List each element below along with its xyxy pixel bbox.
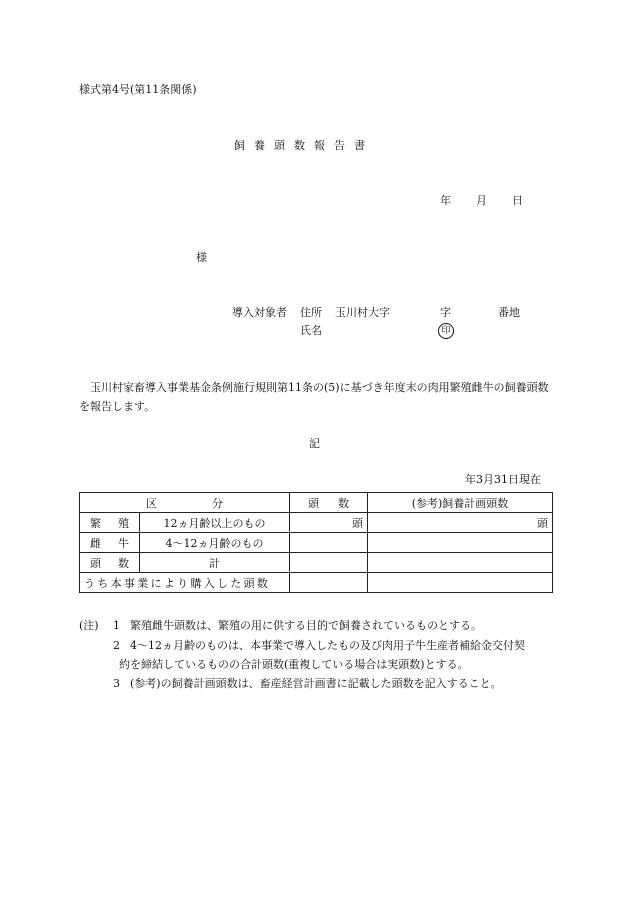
header-tosu-a: 頭 bbox=[308, 496, 319, 510]
date-month-label: 月 bbox=[476, 194, 487, 207]
hanshoku-a: 繁 bbox=[90, 516, 101, 530]
row-meushi-label bbox=[80, 533, 140, 553]
body-text: 玉川村家畜導入事業基金条例施行規則第11条の(5)に基づき年度末の肉用繁殖雌牛の飼養頭数を報告します。 bbox=[79, 381, 549, 413]
table-row-total bbox=[80, 553, 553, 573]
note-1-num: 1 bbox=[113, 619, 120, 632]
date-day-label: 日 bbox=[512, 194, 523, 207]
banchi-label: 番地 bbox=[498, 306, 520, 319]
row-hanshoku-unit: 頭 bbox=[290, 513, 368, 533]
row-total-plan-cell bbox=[368, 553, 553, 573]
table-row-meushi bbox=[80, 533, 553, 553]
seal-mark: 印 bbox=[438, 323, 454, 339]
table-header-row bbox=[80, 493, 553, 513]
row-total-kei: 計 bbox=[140, 553, 290, 573]
note-2-text-cont: 約を締結しているものの合計頭数(重複している場合は実頭数)とする。 bbox=[119, 658, 469, 671]
row-hanshoku-cond: 12ヵ月齢以上のもの bbox=[140, 513, 290, 533]
note-1-text: 繁殖雌牛頭数は、繁殖の用に供する目的で飼養されているものとする。 bbox=[130, 619, 482, 632]
body-paragraph bbox=[79, 378, 557, 416]
row-meushi-cond: 4〜12ヵ月齢のもの bbox=[140, 533, 290, 553]
applicant-label: 導入対象者 bbox=[232, 306, 287, 319]
row-hanshoku-plan-unit: 頭 bbox=[368, 513, 553, 533]
total-b: 数 bbox=[118, 556, 129, 570]
header-kubun-b: 分 bbox=[212, 496, 223, 510]
row-purchased-tosu-cell bbox=[290, 573, 368, 593]
header-tosu bbox=[290, 493, 368, 513]
table-row-purchased bbox=[80, 573, 553, 593]
total-a: 頭 bbox=[90, 556, 101, 570]
livestock-count-table bbox=[79, 492, 553, 593]
document-title: 飼養頭数報告書 bbox=[234, 139, 374, 152]
row-purchased-label: うち本事業により購入した頭数 bbox=[80, 573, 290, 593]
date-year-label: 年 bbox=[440, 194, 451, 207]
notes-prefix: (注) bbox=[79, 619, 99, 632]
note-3-text: (参考)の飼養計画頭数は、畜産経営計画書に記載した頭数を記入すること。 bbox=[130, 677, 502, 690]
row-meushi-plan-cell bbox=[368, 533, 553, 553]
row-meushi-tosu-cell bbox=[290, 533, 368, 553]
header-tosu-b: 数 bbox=[338, 496, 349, 510]
note-3-num: 3 bbox=[113, 677, 120, 690]
row-total-label bbox=[80, 553, 140, 573]
form-number: 様式第4号(第11条関係) bbox=[79, 83, 197, 96]
note-2-text: 4〜12ヵ月齢のものは、本事業で導入したもの及び肉用子牛生産者補給金交付契 bbox=[130, 639, 525, 652]
header-kubun-a: 区 bbox=[146, 496, 157, 510]
as-of-date: 年3月31日現在 bbox=[465, 473, 541, 486]
meushi-a: 雌 bbox=[90, 536, 101, 550]
note-2-num: 2 bbox=[113, 639, 120, 652]
meushi-b: 牛 bbox=[118, 536, 129, 550]
header-plan: (参考)飼養計画頭数 bbox=[368, 493, 553, 513]
row-hanshoku-label bbox=[80, 513, 140, 533]
ki-label: 記 bbox=[309, 437, 320, 450]
aza-label: 字 bbox=[440, 306, 451, 319]
row-total-tosu-cell bbox=[290, 553, 368, 573]
hanshoku-b: 殖 bbox=[118, 516, 129, 530]
row-purchased-plan-cell bbox=[368, 573, 553, 593]
name-label: 氏名 bbox=[300, 324, 322, 337]
header-kubun bbox=[80, 493, 290, 513]
address-value: 玉川村大字 bbox=[335, 306, 390, 319]
table-row-hanshoku bbox=[80, 513, 553, 533]
address-label: 住所 bbox=[300, 306, 322, 319]
addressee-suffix: 様 bbox=[196, 251, 207, 264]
